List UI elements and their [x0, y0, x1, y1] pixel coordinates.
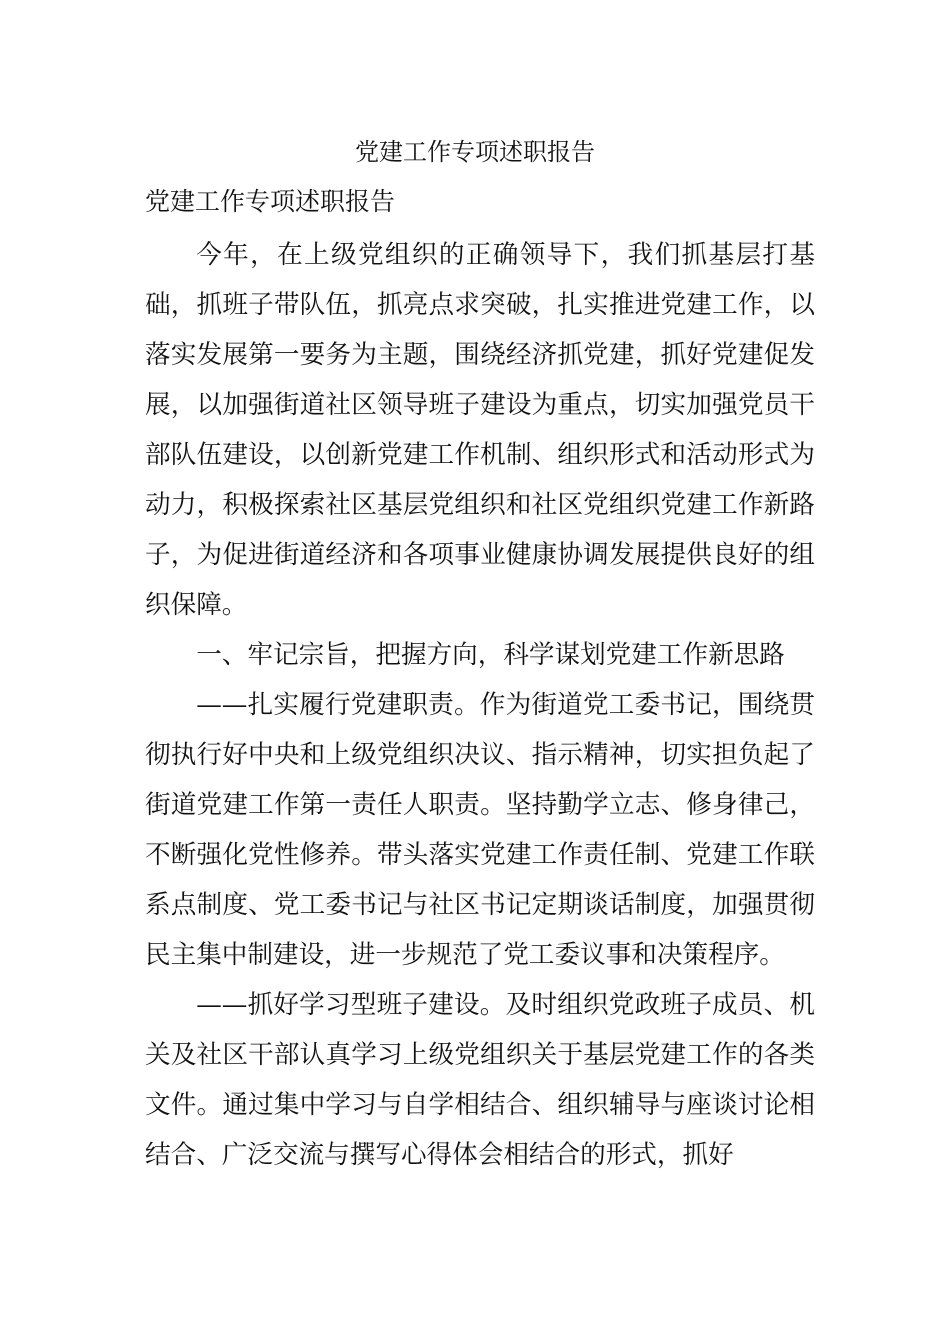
paragraph-learning-team: ——抓好学习型班子建设。及时组织党政班子成员、机关及社区干部认真学习上级党组织关于基层党建工作的各类文件。通过集中学习与自学相结合、组织辅导与座谈讨论相结合、广泛交流与撰写心得体会相结合的形式，抓好 [145, 990, 815, 1170]
document-title: 党建工作专项述职报告 [355, 138, 595, 166]
section-heading-1: 一、牢记宗旨，把握方向，科学谋划党建工作新思路 [196, 640, 785, 670]
paragraph-intro: 今年，在上级党组织的正确领导下，我们抓基层打基础，抓班子带队伍，抓亮点求突破，扎实推进党建工作，以落实发展第一要务为主题，围绕经济抓党建，抓好党建促发展，以加强街道社区领导班子建设为重点，切实加强党员干部队伍建设，以创新党建工作机制、组织形式和活动形式为动力，积极探索社区基层党组织和社区党组织党建工作新路子，为促进街道经济和各项事业健康协调发展提供良好的组织保障。 [145, 240, 815, 620]
document-subtitle: 党建工作专项述职报告 [145, 187, 396, 216]
document-body [145, 230, 815, 1180]
paragraph-party-duty: ——扎实履行党建职责。作为街道党工委书记，围绕贯彻执行好中央和上级党组织决议、指示精神，切实担负起了街道党建工作第一责任人职责。坚持勤学立志、修身律己，不断强化党性修养。带头落实党建工作责任制、党建工作联系点制度、党工委书记与社区书记定期谈话制度，加强贯彻民主集中制建设，进一步规范了党工委议事和决策程序。 [145, 690, 815, 970]
